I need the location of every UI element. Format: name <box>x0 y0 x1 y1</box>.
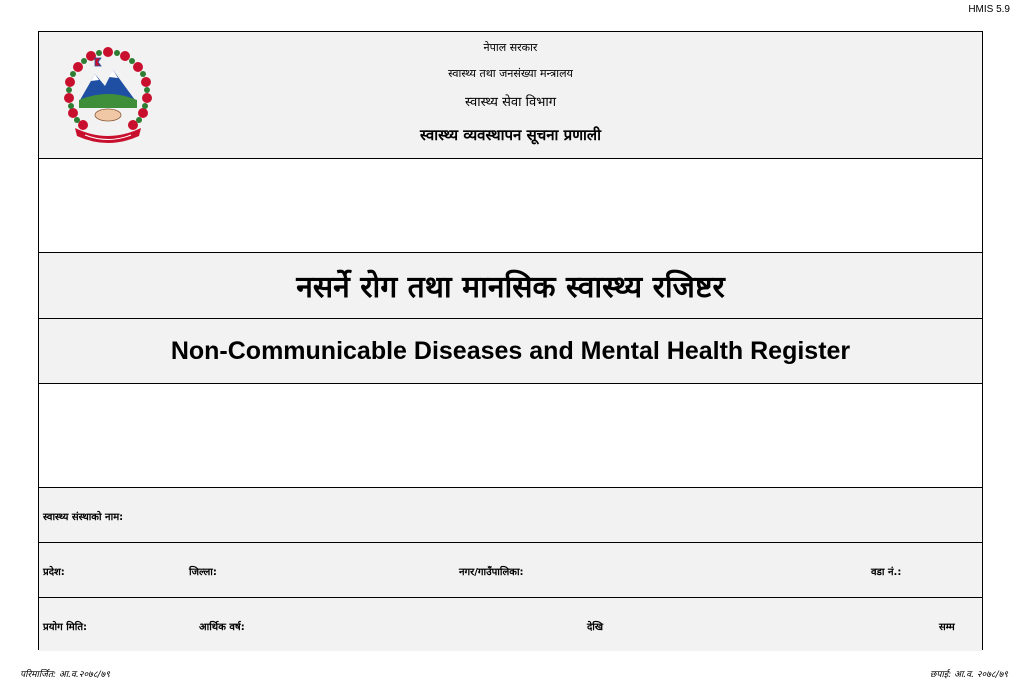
facility-name-label: स्वास्थ्य संस्थाको नाम: <box>43 512 124 523</box>
print-note: छपाई: आ.व. २०७८/७९ <box>930 670 1008 680</box>
title-english-band <box>39 319 982 384</box>
municipality-label: नगर/गाउँपालिका: <box>459 567 524 578</box>
system-name: स्वास्थ्य व्यवस्थापन सूचना प्रणाली <box>420 126 601 144</box>
header-band <box>39 32 982 159</box>
location-row <box>39 543 982 598</box>
ministry-name: स्वास्थ्य तथा जनसंख्या मन्त्रालय <box>448 67 573 80</box>
to-label: सम्म <box>939 622 955 633</box>
fiscal-year-label: आर्थिक वर्ष: <box>199 622 245 633</box>
title-nepali-band <box>39 253 982 319</box>
title-nepali: नसर्ने रोग तथा मानसिक स्वास्थ्य रजिष्टर <box>296 270 725 305</box>
blank-band-bottom <box>39 384 982 488</box>
department-name: स्वास्थ्य सेवा विभाग <box>464 95 557 110</box>
title-english: Non-Communicable Diseases and Mental Health Register <box>170 336 851 365</box>
blank-band-top <box>39 159 982 253</box>
from-label: देखि <box>587 622 604 633</box>
facility-name-row <box>39 488 982 543</box>
revised-note: परिमार्जित: आ.व.२०७८/७९ <box>20 670 110 680</box>
district-label: जिल्ला: <box>189 567 217 578</box>
form-code: HMIS 5.9 <box>968 4 1010 15</box>
start-date-label: प्रयोग मिति: <box>43 622 88 633</box>
register-cover-sheet <box>38 31 983 650</box>
ward-number-label: वडा नं.: <box>871 567 902 578</box>
government-name: नेपाल सरकार <box>483 41 538 54</box>
province-label: प्रदेश: <box>43 567 65 578</box>
date-row <box>39 598 982 651</box>
